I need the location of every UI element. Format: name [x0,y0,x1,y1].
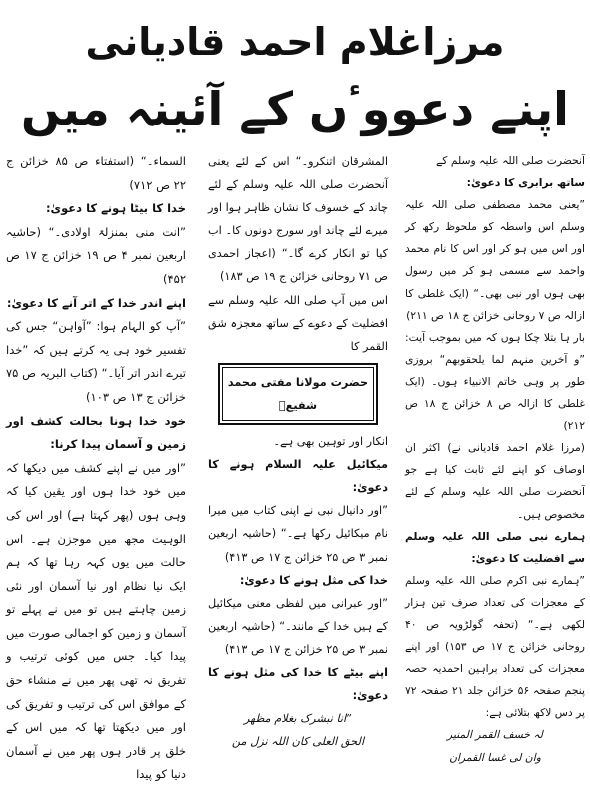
column-right [405,150,585,769]
paragraph: اس میں آپ صلی اللہ علیہ وسلم سے افضلیت کے دعوے کے ساتھ معجزہ شق القمر کا [208,293,388,353]
page-title-line-2: اپنے دعووٴں کے آئینہ میں [21,82,569,136]
column-middle [208,150,388,753]
paragraph: ”انت منی بمنزلۃ اولادی۔“ (حاشیہ اربعین نمبر ۴ ص ۱۹ خزائن ج ۱۷ ص ۴۵۲) [6,224,187,286]
paragraph: ”اور دانیال نبی نے اپنی کتاب میں میرا نام میکائیل رکھا ہے۔“ (حاشیہ اربعین نمبر ۳ ص ۲۵ خزائن ج ۱۷ ص ۴۱۳) [208,504,388,564]
arabic-verse: ”انا نبشرک بغلام مظھر [244,712,352,726]
paragraph: انکار اور توہین بھی ہے۔ [273,435,388,449]
author-name-box [218,363,378,425]
author-name: حضرت مولانا مفتی محمد شفیعؒ [222,367,374,421]
section-heading: خود خدا ہونا بحالت کشف اور زمین و آسمان پیدا کرنا: [6,413,186,452]
section-heading: ہمارے نبی صلی اللہ علیہ وسلم سے افضلیت کا دعویٰ: [405,529,585,565]
paragraph: ”ہمارے نبی اکرم صلی اللہ علیہ وسلم کے معجزات کی تعداد صرف تین ہزار لکھی ہے۔“ (تحفہ گولڑویہ ص ۴۰ روحانی خزائن ج ۱۷ ص ۱۵۳) اور اپنے معجزات کی تعداد براہین احمدیہ حصہ پنجم صفحہ ۵۶ خزائن جلد ۲۱ صفحہ ۷۲ پر دس لاکھ بتلائی ہے: [405,573,586,720]
arabic-verse: وان لی غسا القمران [449,750,541,764]
paragraph: (مرزا غلام احمد قادیانی نے) اکثر ان اوصاف کو اپنے لئے ثابت کیا ہے جو آنحضرت صلی اللہ علیہ وسلم کے لئے مخصوص ہیں۔ [405,441,585,521]
section-heading: اپنے بیٹے کا خدا کی مثل ہونے کا دعویٰ: [208,665,388,703]
column-left [6,150,186,787]
arabic-verse: الحق العلی کان اللہ نزل من [231,735,365,749]
paragraph: السماء۔“ (استفتاء ص ۸۵ خزائن ج ۲۲ ص ۷۱۲) [6,154,186,192]
paragraph: آنحضرت صلی اللہ علیہ وسلم کے [436,154,585,167]
section-heading: ساتھ برابری کا دعویٰ: [466,176,585,190]
page-title-line-1: مرزاغلام احمد قادیانی [85,20,505,64]
paragraph: بار ہا بتلا چکا ہوں کہ میں بموجب آیت: ”و آخرین منہم لما یلحقوبھم“ بروزی طور پر وہی خاتم الانبیاء ہوں۔ (ایک غلطی کا ازالہ ص ۸ خزائن ج ۱۸ ص ۲۱۲) [405,330,585,433]
section-heading: میکائیل علیہ السلام ہونے کا دعویٰ: [208,458,388,495]
section-heading: خدا کا بیٹا ہونے کا دعویٰ: [45,201,186,216]
paragraph: ”یعنی محمد مصطفی صلی اللہ علیہ وسلم اس واسطہ کو ملحوظ رکھ کر اور اس میں ہو کر اور اس کا نام محمد واحمد سے مسمی ہو کر میں رسول بھی ہوں اور نبی بھی۔“ (ایک غلطی کا ازالہ ص ۷ روحانی خزائن ج ۱۸ ص ۲۱۱) [405,198,585,322]
section-heading: اپنے اندر خدا کے اتر آنے کا دعویٰ: [6,295,186,310]
section-heading: خدا کی مثل ہونے کا دعویٰ: [239,573,388,587]
paragraph: ”آپ کو الہام ہوا: ”آواہن“ جس کی تفسیر خود ہی یہ کرتے ہیں کہ ”خدا تیرے اندر اتر آیا۔“ (کتاب البریہ ص ۷۵ خزائن ج ۱۳ ص ۱۰۳) [6,319,186,404]
paragraph: ”اور عبرانی میں لفظی معنی میکائیل کے ہیں خدا کے مانند۔“ (حاشیہ اربعین نمبر ۳ ص ۲۵ خزائن ج ۱۷ ص ۴۱۳) [208,596,388,656]
paragraph: ”اور میں نے اپنے کشف میں دیکھا کہ میں خود خدا ہوں اور یقین کیا کہ وہی ہوں (پھر کہتا ہے) اور اس کی الوہیت مجھ میں موجزن ہے۔ اس حالت میں یوں کہہ رہا تھا کہ ہم ایک نیا نظام اور نیا آسمان اور نئی زمین چاہتے ہیں تو میں نے پہلے تو آسمان و زمین کو اجمالی صورت میں پیدا کیا۔ جس میں کوئی ترتیب و تفریق نہ تھی پھر میں نے منشاء حق کے موافق اس کی ترتیب و تفریق کی اور میں دیکھتا تھا کہ میں اس کے خلق پر قادر ہوں پھر میں نے آسمان دنیا کو پیدا [6,460,186,782]
arabic-verse: لہ خسف القمر المنیر [447,728,543,742]
paragraph: المشرقان اتنکرو۔“ اس کے لئے یعنی آنحضرت صلی اللہ علیہ وسلم کے لئے چاند کے خسوف کا نشان ظاہر ہوا اور میرے لئے چاند اور سورج دونوں کا۔ اب کیا تو انکار کرے گا۔“ (اعجاز احمدی ص ۷۱ روحانی خزائن ج ۱۹ ص ۱۸۳) [208,155,388,284]
